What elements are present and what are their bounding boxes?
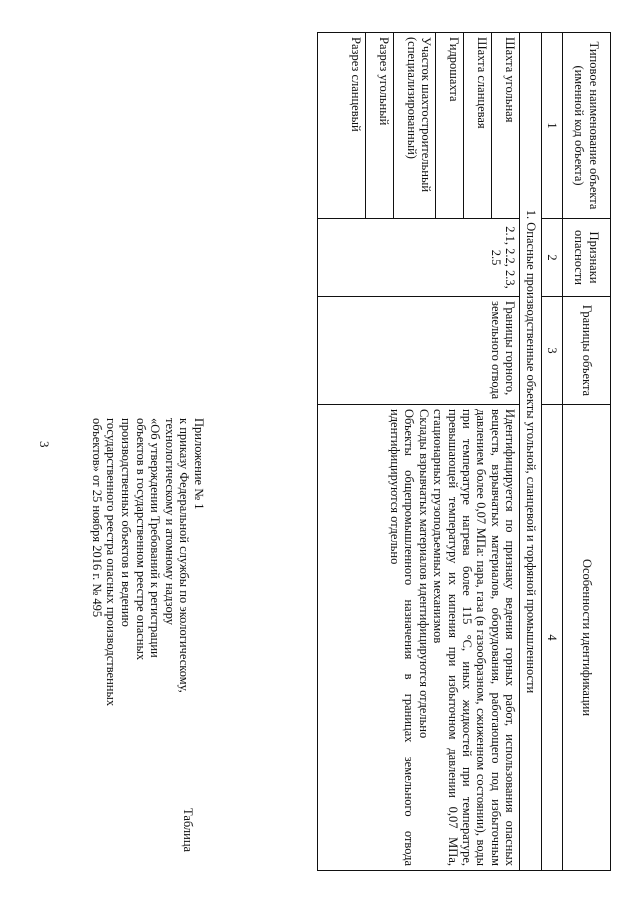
- table-row: [492, 33, 520, 871]
- column-number: 3: [541, 297, 562, 405]
- object-name: Разрез угольный: [366, 33, 394, 219]
- appendix-line: «Об утверждении Требований к регистрации: [148, 418, 163, 658]
- column-number: 4: [541, 405, 562, 871]
- page-number: 3: [37, 441, 52, 448]
- column-number: 1: [541, 33, 562, 219]
- appendix-line: Приложение № 1: [192, 418, 206, 510]
- appendix-line: технологическому и атомному надзору: [162, 418, 177, 626]
- appendix-line: производственных объектов и ведению: [119, 418, 134, 627]
- identification-paragraph: Объекты общепромышленного назначения в границах земельного отвода идентифицируются отдельно: [387, 409, 417, 866]
- header-hazard-signs: Признаки опасности: [563, 219, 611, 297]
- column-number: 2: [541, 219, 562, 297]
- appendix-line: объектов» от 25 ноября 2016 г. № 495: [89, 418, 104, 618]
- column-number-row: [541, 33, 562, 871]
- identification-cell: [318, 405, 520, 871]
- appendix-line: к приказу Федеральной службы по экологическому,: [177, 418, 192, 693]
- section-row: [520, 33, 541, 871]
- section-title: 1. Опасные производственные объекты угольной, сланцевой и торфяной промышленности: [520, 33, 541, 871]
- table-label: Таблица: [181, 808, 195, 853]
- header-boundaries: Границы объекта: [563, 297, 611, 405]
- identification-paragraph: Склады взрывчатых материалов идентифицируются отдельно: [416, 409, 431, 739]
- object-name: Шахта сланцевая: [464, 33, 492, 219]
- hazard-objects-table: [317, 32, 611, 871]
- header-identification: Особенности идентификации: [563, 405, 611, 871]
- appendix-header: [89, 418, 206, 818]
- header-object-name: Типовое наименование объекта (именной код объекта): [563, 33, 611, 219]
- header-row: [563, 33, 611, 871]
- hazard-signs-cell: 2.1, 2.2, 2.3, 2.5: [318, 219, 520, 297]
- object-name: Шахта угольная: [492, 33, 520, 219]
- appendix-line: объектов в государственном реестре опасных: [133, 418, 148, 661]
- identification-paragraph: Идентифицируется по признаку ведения горных работ, использования опасных веществ, взрывчатых материалов, оборудования, работающего под избыточным давлением более 0,07 МПа: пара, газа (в газообразном, сжиженном состоянии), воды при температуре нагрева более 115 °С, иных жидкостей при температуре, превышающей температуру их кипения при избыточном давлении 0,07 МПа, стационарных грузоподъемных механизмов: [431, 409, 518, 866]
- object-name: Участок шахтостроительный (специализированный): [394, 33, 436, 219]
- object-name: Разрез сланцевый: [318, 33, 366, 219]
- object-name: Гидрошахта: [436, 33, 464, 219]
- boundaries-cell: Границы горного, земельного отвода: [318, 297, 520, 405]
- appendix-line: государственного реестра опасных производственных: [104, 418, 119, 707]
